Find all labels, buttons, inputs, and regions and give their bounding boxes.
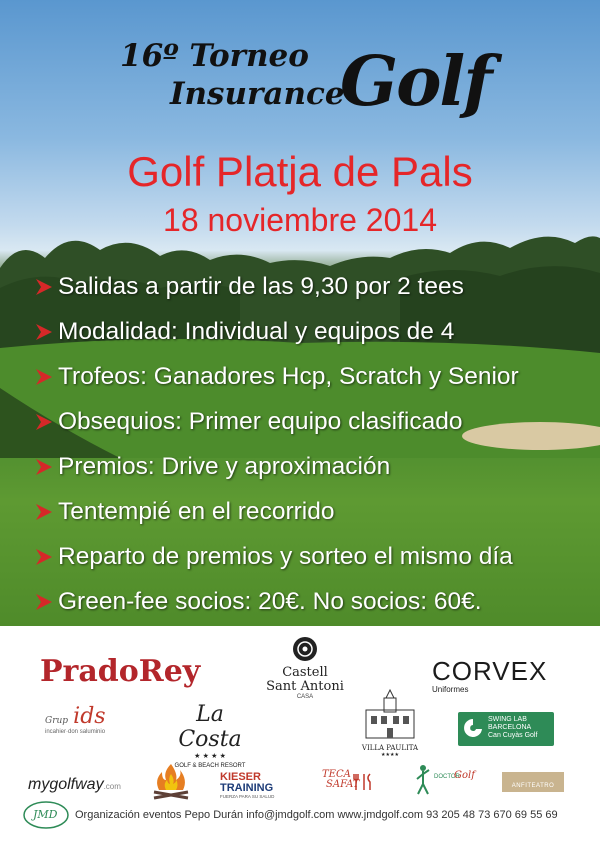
list-item [34, 399, 594, 444]
pradorey-logo: PradoRey [40, 654, 201, 689]
organizer-contact-text: Organización eventos Pepo Durán info@jmdgolf.com www.jmdgolf.com 93 205 48 73 670 69 55 69 [75, 809, 558, 821]
red-arrow-icon [34, 367, 54, 387]
fire-flame-icon [150, 762, 192, 800]
list-item [34, 264, 594, 309]
swing-lab-name-1: SWING LAB [488, 716, 527, 723]
grup-ids-logo [45, 704, 125, 735]
doctor-golf-name-2: Golf [454, 770, 475, 781]
swing-lab-logo [458, 712, 554, 746]
teca-safat-logo [322, 770, 374, 790]
castell-emblem-icon [292, 636, 318, 662]
red-arrow-icon [34, 412, 54, 432]
list-item-text: Trofeos: Ganadores Hcp, Scratch y Senior [58, 362, 519, 390]
mygolfway-name: mygolfway [28, 776, 104, 793]
anfiteatro-logo [502, 772, 564, 792]
info-list [34, 264, 594, 624]
event-date: 18 noviembre 2014 [163, 202, 437, 238]
castell-name-2: Sant Antoni [266, 679, 344, 694]
villa-paulita-name: VILLA PAULITA [361, 744, 419, 752]
title-golf-script: Golf [340, 42, 491, 122]
villa-building-icon [362, 688, 418, 740]
tournament-title [120, 38, 500, 138]
ids-grupo-label: Grup [45, 716, 69, 726]
title-edition: 16º Torneo [120, 38, 309, 74]
kieser-name-2: TRAINING [220, 782, 274, 794]
swing-lab-name-3: Can Cuyàs Golf [488, 732, 538, 739]
red-arrow-icon [34, 547, 54, 567]
la-costa-subtitle: GOLF & BEACH RESORT [174, 763, 246, 769]
la-costa-name: La Costa [178, 702, 242, 752]
doctor-golf-name-1: DOCTOR [434, 774, 460, 780]
golfer-icon [414, 764, 432, 796]
corvex-subtitle: Uniformes [432, 685, 469, 694]
ids-name: ids [73, 704, 106, 729]
castell-name-1: Castell [282, 665, 328, 680]
title-insurance: Insurance [170, 76, 345, 112]
organizer-footer [0, 800, 600, 830]
doctor-golf-logo [414, 764, 474, 800]
red-arrow-icon [34, 592, 54, 612]
list-item-text: Modalidad: Individual y equipos de 4 [58, 317, 455, 345]
red-arrow-icon [34, 322, 54, 342]
villa-paulita-logo [355, 688, 425, 758]
kieser-subtitle: FUERZA PARA SU SALUD [220, 794, 275, 799]
list-item-text: Premios: Drive y aproximación [58, 452, 391, 480]
la-costa-logo [165, 702, 255, 769]
list-item [34, 444, 594, 489]
castell-sant-antoni-logo [255, 636, 355, 700]
list-item-text: Tentempié en el recorrido [58, 497, 335, 525]
list-item [34, 534, 594, 579]
kieser-training-logo [220, 772, 274, 799]
list-item [34, 309, 594, 354]
castell-name-3: CASA [296, 694, 314, 700]
list-item-text: Salidas a partir de las 9,30 por 2 tees [58, 272, 464, 300]
anfiteatro-name: ANFITEATRO [511, 783, 555, 789]
teca-name-2: SAFAT [326, 779, 360, 790]
kieser-name-1: KIESER [220, 771, 261, 783]
mygolfway-tld: .com [103, 782, 121, 791]
swing-lab-name-2: BARCELONA [488, 724, 532, 731]
red-arrow-icon [34, 277, 54, 297]
ids-subtitle: incahier·don saluminio [45, 729, 106, 735]
corvex-logo [432, 656, 547, 694]
la-costa-stars: ★ ★ ★ ★ [194, 752, 226, 760]
cutlery-icon [352, 772, 374, 792]
list-item-text: Obsequios: Primer equipo clasificado [58, 407, 463, 435]
red-arrow-icon [34, 502, 54, 522]
list-item [34, 579, 594, 624]
mygolfway-logo [28, 774, 121, 794]
jmd-logo-text: JMD [33, 808, 58, 821]
swing-lab-emblem-icon [462, 717, 484, 741]
list-item-text: Reparto de premios y sorteo el mismo día [58, 542, 513, 570]
villa-paulita-stars: ★★★★ [381, 752, 399, 758]
list-item-text: Green-fee socios: 20€. No socios: 60€. [58, 587, 482, 615]
venue-title: Golf Platja de Pals [127, 148, 473, 195]
list-item [34, 489, 594, 534]
red-arrow-icon [34, 457, 54, 477]
corvex-name: CORVEX [432, 656, 548, 686]
teca-name-1: TECA [322, 769, 351, 780]
list-item [34, 354, 594, 399]
fire-grill-logo [150, 762, 192, 804]
